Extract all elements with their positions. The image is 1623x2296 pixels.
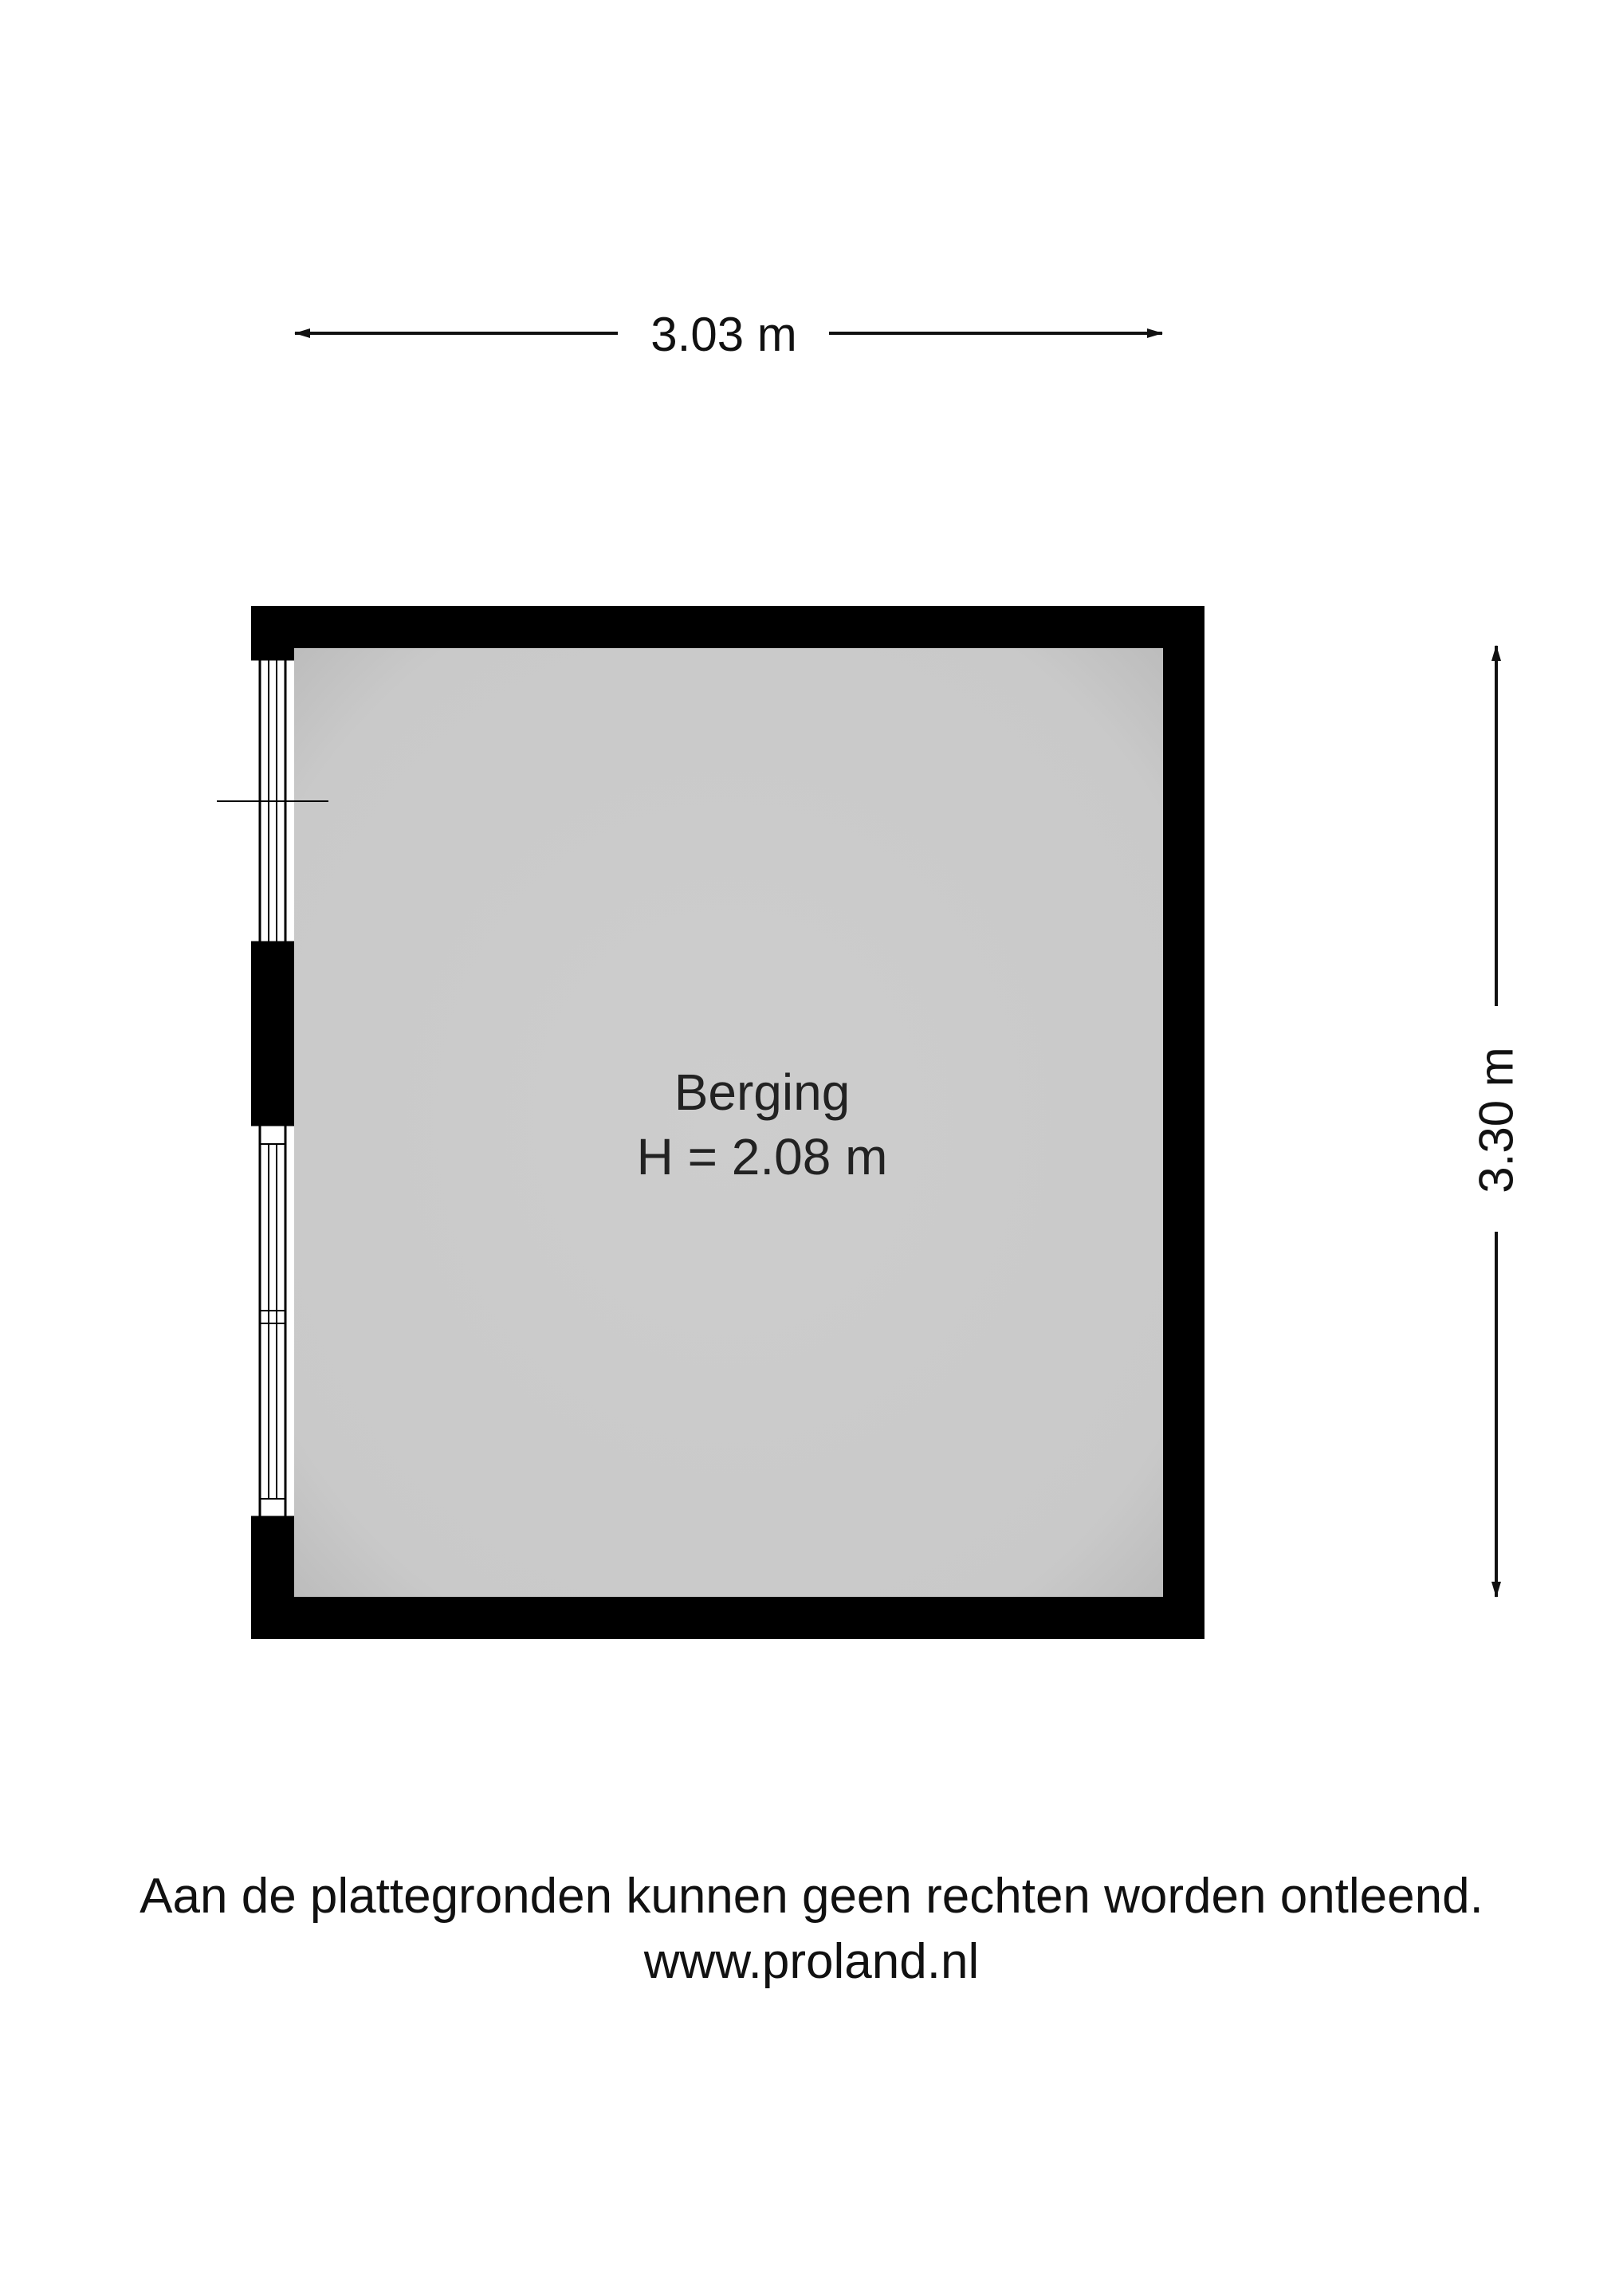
room-berging bbox=[217, 606, 1204, 1639]
website-text: www.proland.nl bbox=[643, 1934, 980, 1989]
room-name: Berging bbox=[674, 1063, 851, 1121]
disclaimer-text: Aan de plattegronden kunnen geen rechten worden ontleend. bbox=[140, 1869, 1483, 1924]
height-dimension bbox=[1470, 646, 1523, 1597]
height-dimension-label: 3.30 m bbox=[1469, 1047, 1523, 1193]
room-ceiling-height: H = 2.08 m bbox=[636, 1128, 888, 1185]
width-dimension bbox=[295, 308, 1162, 361]
window-lower bbox=[251, 1125, 294, 1517]
width-dimension-label: 3.03 m bbox=[650, 308, 797, 361]
room-floor bbox=[294, 648, 1163, 1597]
